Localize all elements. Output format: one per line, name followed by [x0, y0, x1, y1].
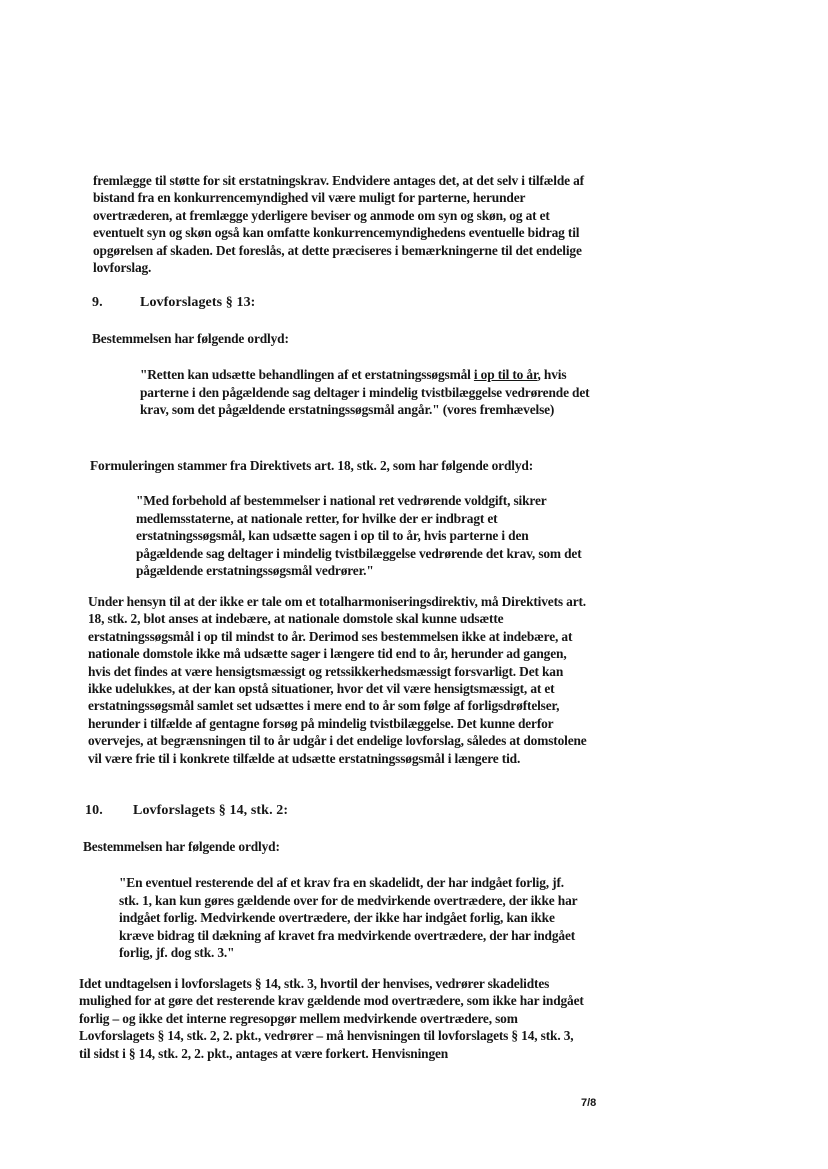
page-number: 7/8	[581, 1097, 597, 1109]
section-9-title: Lovforslagets § 13:	[140, 295, 256, 310]
section-10-number: 10.	[85, 803, 103, 818]
intro-paragraph: fremlægge til støtte for sit erstatningskrav. Endvidere antages det, at det selv i tilfælde af bistand fra en konkurrencemyndighed vil være muligt for parterne, herunder overtræderen, at fremlægge yderligere beviser og anmode om syn og skøn, og at et eventuelt syn og skøn også kan omfatte konkurrencemyndighedens eventuelle bidrag til opgørelsen af skaden. Det foreslås, at dette præciseres i bemærkningerne til det endelige lovforslag.	[93, 173, 584, 276]
section-9-quote-underlined: i op til to år	[473, 367, 538, 382]
section-9-analysis: Under hensyn til at der ikke er tale om et totalharmoniseringsdirektiv, må Direktivets art. 18, stk. 2, blot anses at indebære, at nationale domstole skal kunne udsætte erstatningssøgsmål i op til mindst to år. Derimod ses bestemmelsen ikke at indebære, at nationale domstole ikke må udsætte sager i længere tid end to år, herunder ad gangen, hvis det findes at være hensigtsmæssigt og retssikkerhedsmæssigt forsvarligt. Det kan ikke udelukkes, at der kan opstå situationer, hvor det vil være hensigtsmæssigt, at et erstatningssøgsmål samlet set udsættes i mere end to år som følge af forligsdrøftelser, herunder i tilfælde af gentagne forsøg på mindelig tvistbilæggelse. Det kunne derfor overvejes, at begrænsningen til to år udgår i det endelige lovforslag, således at domstolene vil være frie til i konkrete tilfælde at udsætte erstatningssøgsmål i længere tid.	[88, 594, 587, 766]
directive-quote: "Med forbehold af bestemmelser i national ret vedrørende voldgift, sikrer medlemsstaterne, at nationale retter, for hvilke der er indbragt et erstatningssøgsmål, kan udsætte sagen i op til to år, hvis parterne i den pågældende sag deltager i mindelig tvistbilæggelse vedrørende det krav, som det pågældende erstatningssøgsmål vedrører."	[136, 493, 582, 579]
section-9-number: 9.	[92, 295, 103, 310]
section-10-analysis: Idet undtagelsen i lovforslagets § 14, stk. 3, hvortil der henvises, vedrører skadelidtes mulighed for at gøre det resterende krav gældende mod overtrædere, som ikke har indgået forlig – og ikke det interne regresopgør mellem medvirkende overtrædere, som Lovforslagets § 14, stk. 2, 2. pkt., vedrører – må henvisningen til lovforslagets § 14, stk. 3, til sidst i § 14, stk. 2, 2. pkt., antages at være forkert. Henvisningen	[79, 976, 584, 1061]
directive-intro: Formuleringen stammer fra Direktivets art. 18, stk. 2, som har følgende ordlyd:	[90, 458, 533, 473]
section-10-intro: Bestemmelsen har følgende ordlyd:	[83, 839, 280, 854]
section-9-heading	[92, 295, 492, 311]
section-10-heading	[85, 803, 485, 819]
section-9-intro: Bestemmelsen har følgende ordlyd:	[92, 331, 289, 346]
section-10-title: Lovforslagets § 14, stk. 2:	[133, 803, 289, 818]
section-9-quote-after: , hvis parterne i den pågældende sag deltager i mindelig tvistbilæggelse vedrørende det krav, som det pågældende erstatningssøgsmål angår." (vores fremhævelse)	[140, 367, 590, 418]
section-9-quote-before: "Retten kan udsætte behandlingen af et erstatningssøgsmål	[140, 367, 474, 382]
section-10-quote: "En eventuel resterende del af et krav fra en skadelidt, der har indgået forlig, jf. stk. 1, kan kun gøres gældende over for de medvirkende overtrædere, der ikke har indgået forlig. Medvirkende overtrædere, der ikke har indgået forlig, kan ikke kræve bidrag til dækning af kravet fra medvirkende overtrædere, der har indgået forlig, jf. dog stk. 3."	[119, 875, 578, 961]
section-9-quote	[140, 366, 600, 419]
